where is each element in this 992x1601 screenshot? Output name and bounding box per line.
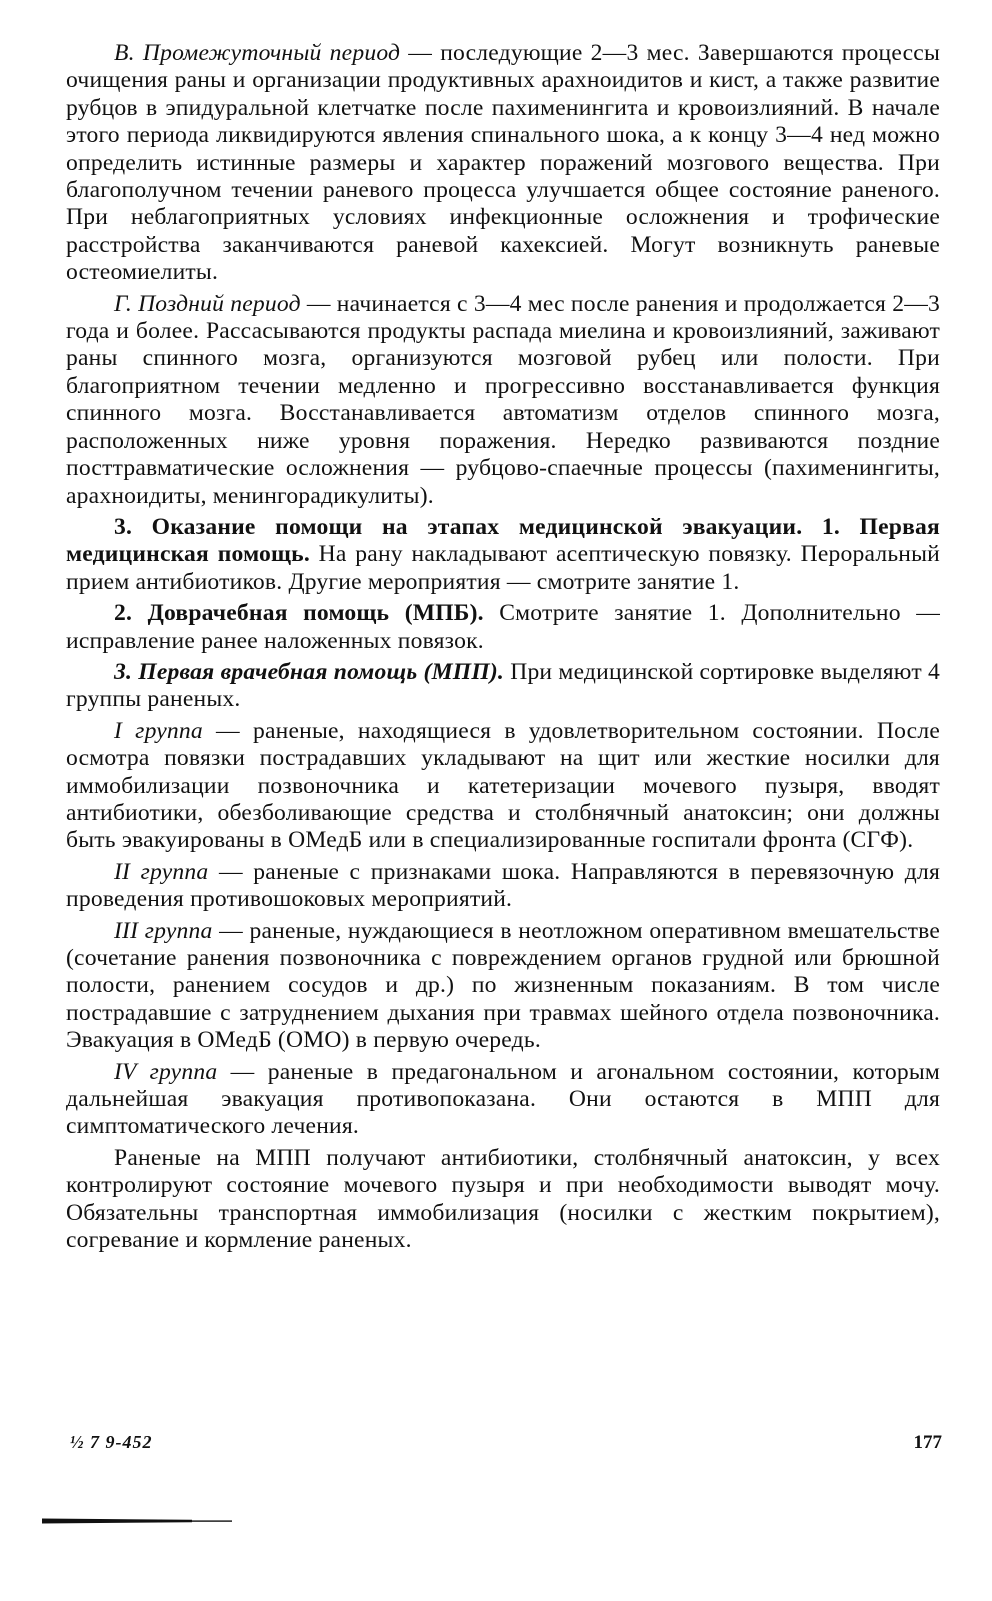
group-label: IV группа xyxy=(114,1058,218,1085)
paragraph-group-1 xyxy=(66,718,940,855)
paragraph-prehospital-aid xyxy=(66,600,940,655)
paragraph-text: — раненые, нуждающиеся в неотложном оперативном вмешательстве (сочетание ранения позвоночника с повреждением органов грудной или брюшной полости, ранением сосудов и др.) по жизненным показаниям. В том числе пострадавшие с затруднением дыхания при травмах шейного отдела позвоночника. Эвакуация в ОМедБ (ОМО) в первую очередь. xyxy=(66,917,940,1054)
printer-signature: ½ 7 9-452 xyxy=(70,1432,153,1452)
section-heading: 3. Первая врачебная помощь (МПП). xyxy=(114,658,505,685)
paragraph-group-2 xyxy=(66,859,940,914)
paragraph-text: Раненые на МПП получают антибиотики, столбнячный анатоксин, у всех контролируют состояние мочевого пузыря и при необходимости выводят мочу. Обязательны транспортная иммобилизация (носилки с жестким покрытием), согревание и кормление раненых. xyxy=(66,1144,940,1254)
group-label: II группа xyxy=(114,858,209,885)
paragraph-group-3 xyxy=(66,918,940,1055)
paragraph-text: — раненые с признаками шока. Направляются в перевязочную для проведения противошоковых мероприятий. xyxy=(66,858,941,913)
paragraph-text: Смотрите занятие 1. Дополнительно — исправление ранее наложенных повязок. xyxy=(66,600,940,654)
paragraph-late-period xyxy=(66,291,940,510)
paragraph-first-aid xyxy=(66,514,940,596)
page-body xyxy=(66,40,940,1254)
paragraph-text: На рану накладывают асептическую повязку. Пероральный прием антибиотиков. Другие мероприятия — смотрите занятие 1. xyxy=(66,541,940,595)
paragraph-text: — начинается с 3—4 мес после ранения и продолжается 2—3 года и более. Рассасываются продукты распада миелина и кровоизлияний, заживают раны спинного мозга, организуются мозговой рубец или полости. При благоприятном течении медленно и прогрессивно восстанавливается функция спинного мозга. Восстанавливается автоматизм отделов спинного мозга, расположенных ниже уровня поражения. Нередко развиваются поздние посттравматические осложнения — рубцово-спаечные процессы (пахименингиты, арахноидиты, менингорадикулиты). xyxy=(66,290,940,509)
paragraph-text: При медицинской сортировке выделяют 4 группы раненых. xyxy=(66,658,940,713)
paragraph-intermediate-period xyxy=(66,40,940,287)
paragraph-group-4 xyxy=(66,1059,940,1141)
paragraph-text: — раненые в предагональном и агональном состоянии, которым дальнейшая эвакуация противопоказана. Они остаются в МПП для симптоматического лечения. xyxy=(66,1058,940,1140)
section-heading: 2. Доврачебная помощь (МПБ). xyxy=(114,600,484,627)
page-number: 177 xyxy=(913,1432,942,1453)
section-heading: 3. Оказание помощи на этапах медицинской эвакуации. 1. Первая медицинская помощь. xyxy=(66,513,940,568)
paragraph-lead: В. Промежуточный период xyxy=(114,40,401,66)
decorative-rule xyxy=(42,1518,232,1524)
paragraph-mpp-care xyxy=(66,1145,940,1255)
paragraph-lead: Г. Поздний период xyxy=(114,290,301,317)
paragraph-first-medical-aid xyxy=(66,659,940,714)
paragraph-text: — последующие 2—3 мес. Завершаются процессы очищения раны и организации продуктивных арахноидитов и кист, а также развитие рубцов в эпидуральной клетчатке после пахименингита и кровоизлияний. В начале этого периода ликвидируются явления спинального шока, а к концу 3—4 нед можно определить истинные размеры и характер поражений мозгового вещества. При благополучном течении раневого процесса улучшается общее состояние раненого. При неблагоприятных условиях инфекционные осложнения и трофические расстройства заканчиваются раневой кахексией. Могут возникнуть раневые остеомиелиты. xyxy=(66,40,940,286)
group-label: III группа xyxy=(114,917,213,944)
group-label: I группа xyxy=(114,717,203,744)
paragraph-text: — раненые, находящиеся в удовлетворительном состоянии. После осмотра повязки пострадавших укладывают на щит или жесткие носилки для иммобилизации позвоночника и катетеризации мочевого пузыря, вводят антибиотики, обезболивающие средства и столбнячный анатоксин; они должны быть эвакуированы в ОМедБ или в специализированные госпитали фронта (СГФ). xyxy=(66,717,940,854)
